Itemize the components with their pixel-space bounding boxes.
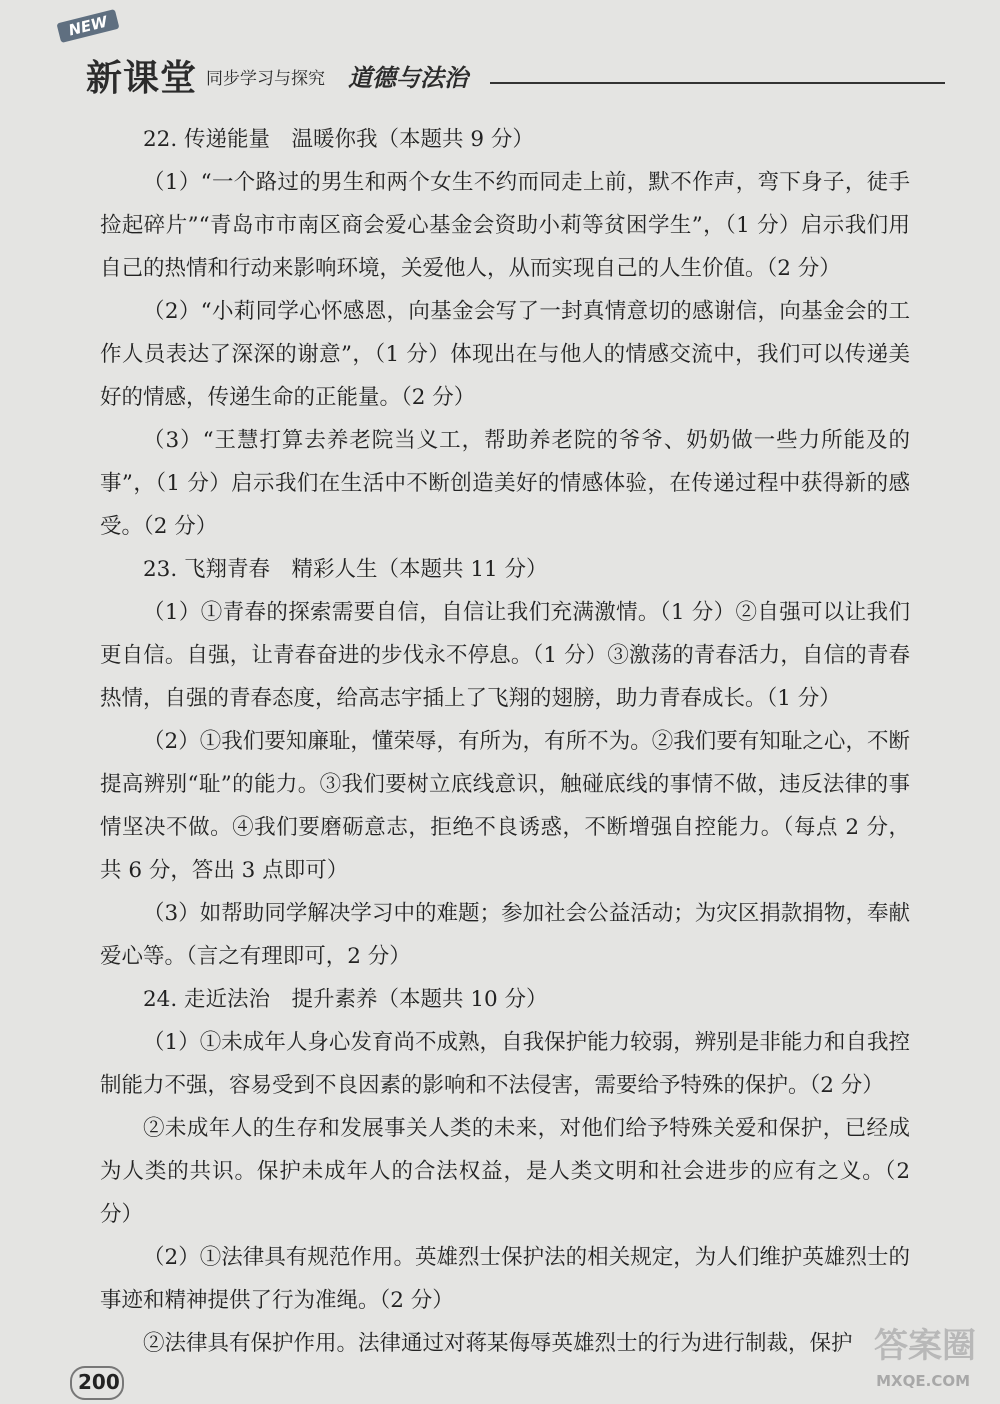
subject-title: 道德与法治 xyxy=(348,63,468,92)
question-22-heading: 22. 传递能量 温暖你我（本题共 9 分） xyxy=(143,127,534,152)
book-subtitle: 同步学习与探究 xyxy=(206,69,325,89)
page-number: 200 xyxy=(78,1370,120,1394)
header-rule xyxy=(490,82,945,84)
answer-paragraph: （1）“一个路过的男生和两个女生不约而同走上前，默不作声，弯下身子，徒手捡起碎片”“青岛市市南区商会爱心基金会资助小莉等贫困学生”，（1 分）启示我们用自己的热情和行动来影响环境，关爱他人，从而实现自己的人生价值。（2 分） xyxy=(100,170,910,281)
watermark-logo: 答案圈 xyxy=(874,1326,976,1366)
watermark-url: MXQE.COM xyxy=(876,1372,970,1390)
question-24-heading: 24. 走近法治 提升素养（本题共 10 分） xyxy=(143,987,548,1012)
book-logo: 新课堂 xyxy=(86,58,198,99)
new-badge: NEW xyxy=(56,9,119,43)
answer-paragraph: （1）①青春的探索需要自信，自信让我们充满激情。（1 分）②自强可以让我们更自信。自强，让青春奋进的步伐永不停息。（1 分）③激荡的青春活力，自信的青春热情，自强的青春态度，给高志宇插上了飞翔的翅膀，助力青春成长。（1 分） xyxy=(100,600,910,711)
answer-paragraph: （2）“小莉同学心怀感恩，向基金会写了一封真情意切的感谢信，向基金会的工作人员表达了深深的谢意”，（1 分）体现出在与他人的情感交流中，我们可以传递美好的情感，传递生命的正能量。（2 分） xyxy=(100,299,910,410)
answer-paragraph: （2）①我们要知廉耻，懂荣辱，有所为，有所不为。②我们要有知耻之心，不断提高辨别“耻”的能力。③我们要树立底线意识，触碰底线的事情不做，违反法律的事情坚决不做。④我们要磨砺意志，拒绝不良诱惑，不断增强自控能力。（每点 2 分，共 6 分，答出 3 点即可） xyxy=(100,729,910,883)
answer-paragraph: （2）①法律具有规范作用。英雄烈士保护法的相关规定，为人们维护英雄烈士的事迹和精神提供了行为准绳。（2 分） xyxy=(100,1245,910,1313)
answer-paragraph: ②法律具有保护作用。法律通过对蒋某侮辱英雄烈士的行为进行制裁，保护 xyxy=(143,1331,853,1356)
answer-paragraph: ②未成年人的生存和发展事关人类的未来，对他们给予特殊关爱和保护，已经成为人类的共识。保护未成年人的合法权益，是人类文明和社会进步的应有之义。（2 分） xyxy=(100,1116,910,1227)
question-23-heading: 23. 飞翔青春 精彩人生（本题共 11 分） xyxy=(143,557,548,582)
answer-content xyxy=(100,118,910,1365)
answer-paragraph: （3）“王慧打算去养老院当义工，帮助养老院的爷爷、奶奶做一些力所能及的事”，（1 分）启示我们在生活中不断创造美好的情感体验，在传递过程中获得新的感受。（2 分） xyxy=(100,428,910,539)
answer-paragraph: （3）如帮助同学解决学习中的难题；参加社会公益活动；为灾区捐款捐物，奉献爱心等。（言之有理即可，2 分） xyxy=(100,901,910,969)
page-header xyxy=(0,0,1000,110)
answer-paragraph: （1）①未成年人身心发育尚不成熟，自我保护能力较弱，辨别是非能力和自我控制能力不强，容易受到不良因素的影响和不法侵害，需要给予特殊的保护。（2 分） xyxy=(100,1030,910,1098)
